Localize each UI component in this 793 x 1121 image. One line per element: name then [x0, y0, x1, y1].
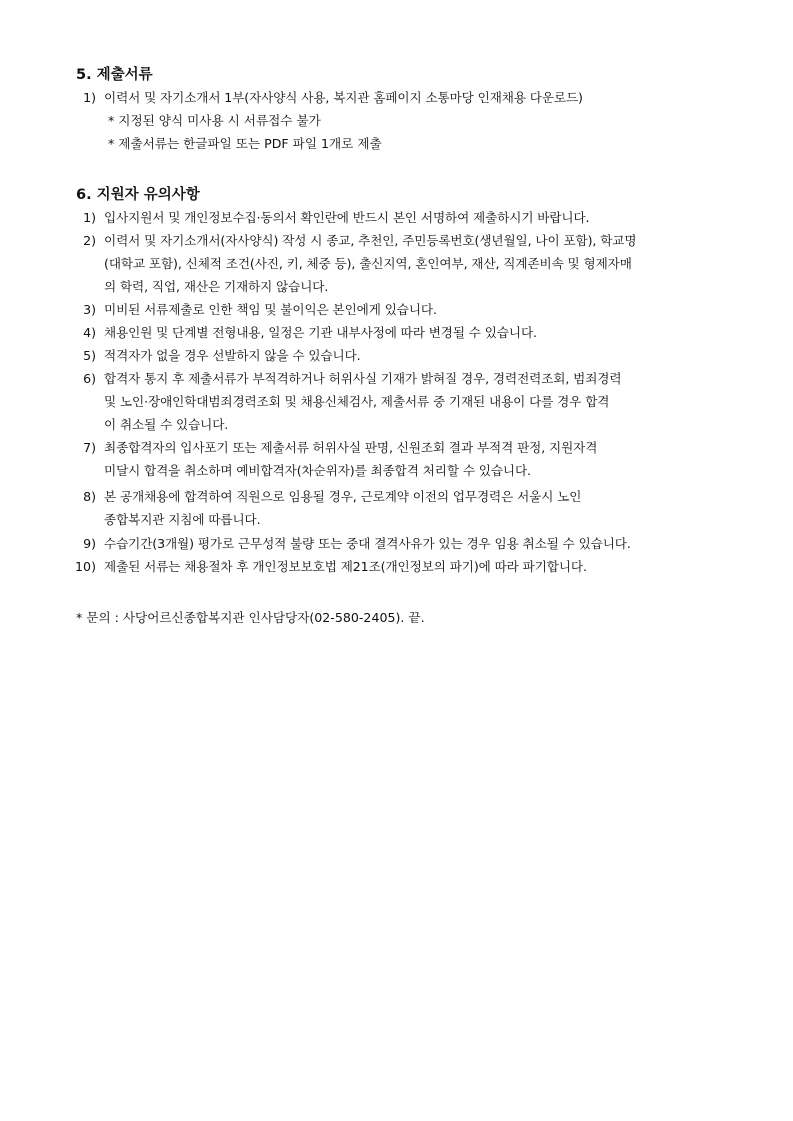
list-item: 채용인원 및 단계별 전형내용, 일정은 기관 내부사정에 따라 변경될 수 있습니다.: [104, 325, 537, 340]
list-item-continued: 의 학력, 직업, 재산은 기재하지 않습니다.: [104, 279, 329, 294]
list-item: 제출된 서류는 채용절차 후 개인정보보호법 제21조(개인정보의 파기)에 따라 파기합니다.: [104, 559, 587, 574]
section-5-title: 5. 제출서류: [76, 67, 153, 83]
list-item-continued: 및 노인·장애인학대범죄경력조회 및 채용신체검사, 제출서류 중 기재된 내용이 다를 경우 합격: [104, 394, 610, 409]
list-item: 본 공개채용에 합격하여 직원으로 임용될 경우, 근로계약 이전의 업무경력은 서울시 노인: [104, 489, 582, 504]
item-number: 7): [83, 440, 96, 455]
list-item: 이력서 및 자기소개서 1부(자사양식 사용, 복지관 홈페이지 소통마당 인재채용 다운로드): [104, 90, 583, 105]
item-number: 10): [75, 559, 96, 574]
item-number: 8): [83, 489, 96, 504]
item-number: 2): [83, 233, 96, 248]
list-item-continued: (대학교 포함), 신체적 조건(사진, 키, 체중 등), 출신지역, 혼인여부, 재산, 직계존비속 및 형제자매: [104, 256, 632, 271]
item-number: 6): [83, 371, 96, 386]
contact-line: * 문의 : 사당어르신종합복지관 인사담당자(02-580-2405). 끝.: [76, 610, 425, 625]
list-item: 합격자 통지 후 제출서류가 부적격하거나 허위사실 기재가 밝혀질 경우, 경력전력조회, 범죄경력: [104, 371, 622, 386]
item-number: 1): [83, 90, 96, 105]
note-line: * 제출서류는 한글파일 또는 PDF 파일 1개로 제출: [108, 136, 382, 151]
list-item: 미비된 서류제출로 인한 책임 및 불이익은 본인에게 있습니다.: [104, 302, 437, 317]
list-item: 수습기간(3개월) 평가로 근무성적 불량 또는 중대 결격사유가 있는 경우 임용 취소될 수 있습니다.: [104, 536, 631, 551]
item-number: 5): [83, 348, 96, 363]
list-item: 이력서 및 자기소개서(자사양식) 작성 시 종교, 추천인, 주민등록번호(생년월일, 나이 포함), 학교명: [104, 233, 637, 248]
note-line: * 지정된 양식 미사용 시 서류접수 불가: [108, 113, 321, 128]
list-item: 적격자가 없을 경우 선발하지 않을 수 있습니다.: [104, 348, 361, 363]
item-number: 9): [83, 536, 96, 551]
list-item: 입사지원서 및 개인정보수집·동의서 확인란에 반드시 본인 서명하여 제출하시기 바랍니다.: [104, 210, 590, 225]
section-6-title: 6. 지원자 유의사항: [76, 187, 200, 203]
list-item-continued: 미달시 합격을 취소하며 예비합격자(차순위자)를 최종합격 처리할 수 있습니다.: [104, 463, 531, 478]
list-item-continued: 이 취소될 수 있습니다.: [104, 417, 229, 432]
list-item: 최종합격자의 입사포기 또는 제출서류 허위사실 판명, 신원조회 결과 부적격 판정, 지원자격: [104, 440, 598, 455]
item-number: 1): [83, 210, 96, 225]
item-number: 4): [83, 325, 96, 340]
list-item-continued: 종합복지관 지침에 따릅니다.: [104, 512, 261, 527]
item-number: 3): [83, 302, 96, 317]
